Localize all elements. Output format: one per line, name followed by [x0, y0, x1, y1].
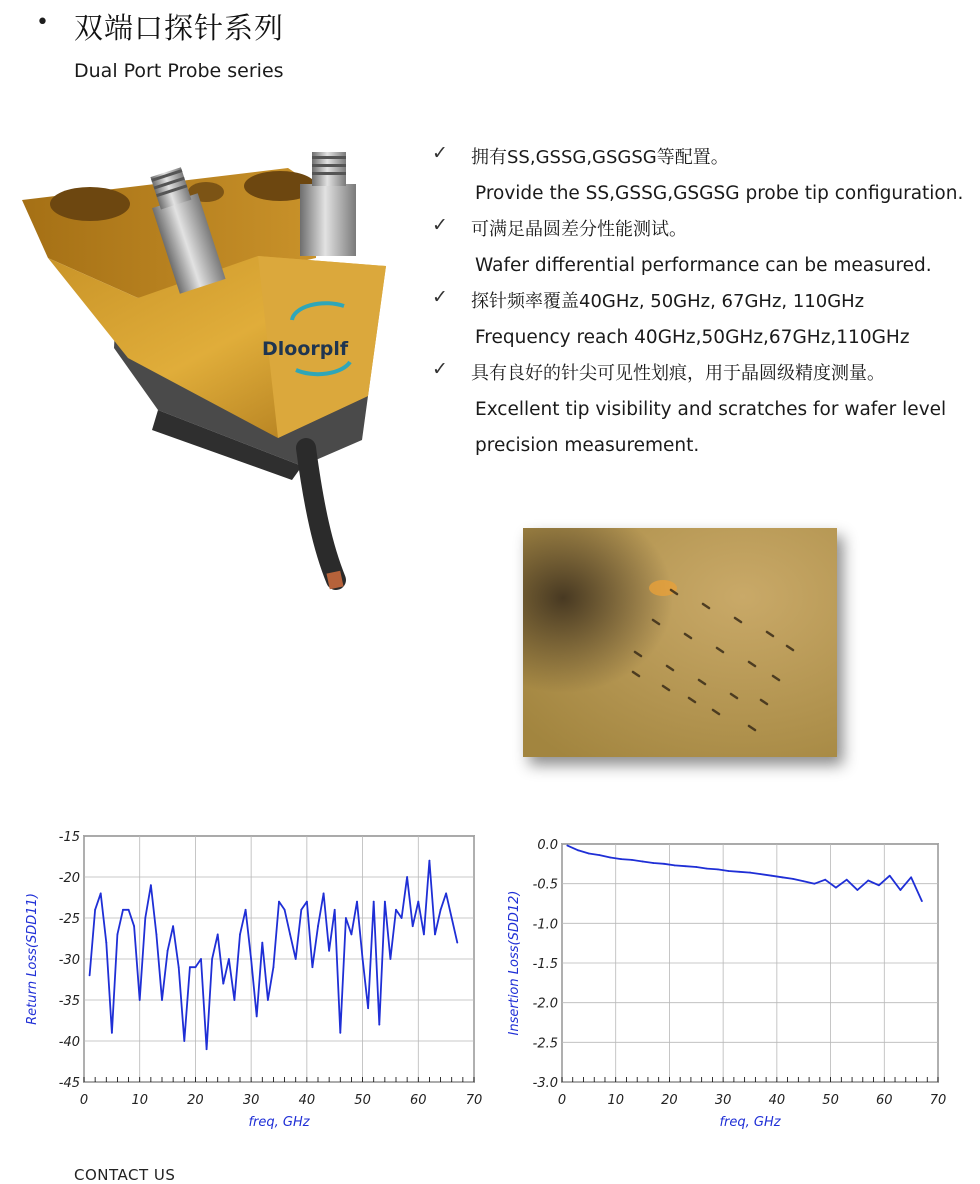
data-point	[685, 865, 687, 867]
data-point	[857, 889, 859, 891]
data-point	[367, 1007, 369, 1009]
data-point	[663, 863, 665, 865]
data-point	[631, 859, 633, 861]
data-point	[323, 893, 325, 895]
data-point	[289, 934, 291, 936]
x-tick-label: 50	[354, 1093, 371, 1108]
data-point	[695, 866, 697, 868]
data-point	[577, 849, 579, 851]
data-point	[111, 1032, 113, 1034]
probe-product-image	[18, 148, 390, 598]
y-tick-label: -2.5	[532, 1036, 558, 1052]
data-point	[312, 966, 314, 968]
x-tick-label: 60	[410, 1093, 427, 1108]
data-point	[652, 862, 654, 864]
wafer-scratch-photo	[523, 528, 837, 757]
return-loss-chart	[22, 826, 484, 1138]
check-icon: ✓	[432, 142, 448, 164]
data-point	[161, 999, 163, 1001]
x-tick-label: 70	[465, 1093, 483, 1108]
x-axis-label: freq, GHz	[719, 1115, 781, 1130]
data-point	[609, 857, 611, 859]
data-point	[362, 958, 364, 960]
data-point	[105, 942, 107, 944]
data-point	[423, 934, 425, 936]
data-point	[356, 901, 358, 903]
data-point	[373, 901, 375, 903]
data-point	[133, 925, 135, 927]
data-point	[200, 958, 202, 960]
heading-bullet: •	[36, 10, 49, 35]
x-tick-label: 0	[79, 1093, 89, 1108]
x-tick-label: 10	[131, 1093, 148, 1108]
x-tick-label: 0	[557, 1093, 567, 1108]
y-tick-label: -45	[58, 1076, 80, 1091]
x-tick-label: 30	[242, 1093, 260, 1108]
data-point	[749, 872, 751, 874]
x-tick-label: 20	[187, 1093, 204, 1108]
data-point	[878, 884, 880, 886]
data-point	[328, 950, 330, 952]
data-point	[566, 845, 568, 847]
data-point	[417, 901, 419, 903]
data-point	[384, 901, 386, 903]
data-point	[921, 900, 923, 902]
data-point	[395, 909, 397, 911]
data-point	[261, 942, 263, 944]
data-point	[900, 889, 902, 891]
y-axis-label: Insertion Loss(SDD12)	[507, 890, 522, 1036]
data-point	[284, 909, 286, 911]
data-point	[250, 958, 252, 960]
page-title: 双端口探针系列	[74, 11, 285, 45]
data-point	[642, 861, 644, 863]
data-point	[100, 893, 102, 895]
y-tick-label: -40	[58, 1035, 80, 1050]
x-tick-label: 50	[822, 1093, 839, 1108]
data-point	[256, 1016, 258, 1018]
data-point	[835, 887, 837, 889]
x-tick-label: 30	[714, 1093, 732, 1108]
data-point	[139, 999, 141, 1001]
data-point	[267, 999, 269, 1001]
y-tick-label: -1.0	[532, 917, 558, 933]
data-point	[889, 875, 891, 877]
data-point	[390, 958, 392, 960]
data-point	[189, 966, 191, 968]
y-tick-label: -3.0	[532, 1076, 558, 1091]
data-point	[295, 958, 297, 960]
data-point	[89, 975, 91, 977]
data-point	[228, 958, 230, 960]
feature-cn: 拥有SS,GSSG,GSGSG等配置。	[471, 147, 729, 168]
data-point	[588, 853, 590, 855]
feature-en: Wafer differential performance can be measured.	[475, 255, 932, 276]
data-point	[824, 879, 826, 881]
data-point	[172, 925, 174, 927]
y-tick-label: -30	[58, 953, 80, 968]
data-point	[351, 934, 353, 936]
data-point	[867, 880, 869, 882]
check-icon: ✓	[432, 214, 448, 236]
feature-en: Frequency reach 40GHz,50GHz,67GHz,110GHz	[475, 327, 910, 348]
data-point	[345, 917, 347, 919]
data-point	[401, 917, 403, 919]
data-point	[278, 901, 280, 903]
feature-en: Excellent tip visibility and scratches for wafer level	[475, 399, 947, 420]
data-point	[317, 925, 319, 927]
x-tick-label: 70	[929, 1093, 947, 1108]
data-point	[803, 880, 805, 882]
feature-en-line2: precision measurement.	[475, 435, 700, 456]
x-tick-label: 40	[768, 1093, 786, 1108]
x-tick-label: 20	[661, 1093, 678, 1108]
data-point	[122, 909, 124, 911]
y-tick-label: -15	[58, 830, 80, 845]
data-point	[339, 1032, 341, 1034]
contact-us-link[interactable]: CONTACT US	[74, 1166, 176, 1184]
data-point	[412, 925, 414, 927]
data-point	[910, 876, 912, 878]
feature-cn: 探针频率覆盖40GHz, 50GHz, 67GHz, 110GHz	[471, 291, 865, 312]
data-point	[306, 901, 308, 903]
check-icon: ✓	[432, 358, 448, 380]
data-point	[195, 966, 197, 968]
data-point	[150, 884, 152, 886]
y-tick-label: -1.5	[532, 957, 558, 972]
feature-item	[432, 140, 980, 212]
feature-cn: 可满足晶圆差分性能测试。	[471, 219, 687, 240]
y-tick-label: -35	[58, 994, 80, 1009]
y-tick-label: -2.0	[532, 996, 558, 1012]
y-tick-label: -20	[58, 871, 80, 886]
data-point	[183, 1040, 185, 1042]
data-point	[239, 934, 241, 936]
data-point	[846, 879, 848, 881]
data-point	[440, 909, 442, 911]
data-point	[167, 950, 169, 952]
y-axis-label: Return Loss(SDD11)	[25, 893, 40, 1025]
page-subtitle: Dual Port Probe series	[74, 60, 284, 82]
data-point	[792, 878, 794, 880]
data-point	[222, 983, 224, 985]
data-point	[620, 858, 622, 860]
data-point	[706, 868, 708, 870]
feature-en: Provide the SS,GSSG,GSGSG probe tip configuration.	[475, 183, 964, 204]
data-point	[206, 1048, 208, 1050]
data-point	[128, 909, 130, 911]
feature-item	[432, 356, 980, 464]
data-point	[217, 934, 219, 936]
data-point	[445, 893, 447, 895]
data-point	[334, 909, 336, 911]
data-point	[456, 942, 458, 944]
data-point	[178, 966, 180, 968]
x-tick-label: 60	[876, 1093, 893, 1108]
data-point	[674, 865, 676, 867]
data-point	[245, 909, 247, 911]
x-tick-label: 40	[298, 1093, 316, 1108]
data-point	[451, 917, 453, 919]
feature-item	[432, 284, 980, 356]
data-point	[429, 860, 431, 862]
data-point	[771, 875, 773, 877]
data-point	[406, 876, 408, 878]
check-icon: ✓	[432, 286, 448, 308]
insertion-loss-chart	[504, 834, 950, 1138]
data-point	[273, 966, 275, 968]
data-point	[599, 854, 601, 856]
data-point	[434, 934, 436, 936]
feature-list	[432, 140, 980, 464]
y-tick-label: 0.0	[537, 838, 558, 853]
data-point	[211, 958, 213, 960]
x-tick-label: 10	[607, 1093, 624, 1108]
x-axis-label: freq, GHz	[248, 1115, 310, 1130]
data-point	[717, 868, 719, 870]
data-point	[300, 909, 302, 911]
data-point	[814, 883, 816, 885]
y-tick-label: -0.5	[532, 877, 558, 893]
data-point	[760, 873, 762, 875]
data-point	[781, 876, 783, 878]
data-point	[378, 1024, 380, 1026]
data-point	[738, 871, 740, 873]
data-point	[156, 934, 158, 936]
data-point	[234, 999, 236, 1001]
data-point	[728, 870, 730, 872]
data-point	[144, 917, 146, 919]
feature-cn: 具有良好的针尖可见性划痕，用于晶圆级精度测量。	[471, 363, 885, 384]
data-point	[94, 909, 96, 911]
data-point	[117, 934, 119, 936]
y-tick-label: -25	[58, 912, 80, 927]
product-logo-text: Dloorplf	[262, 338, 349, 360]
feature-item	[432, 212, 980, 284]
